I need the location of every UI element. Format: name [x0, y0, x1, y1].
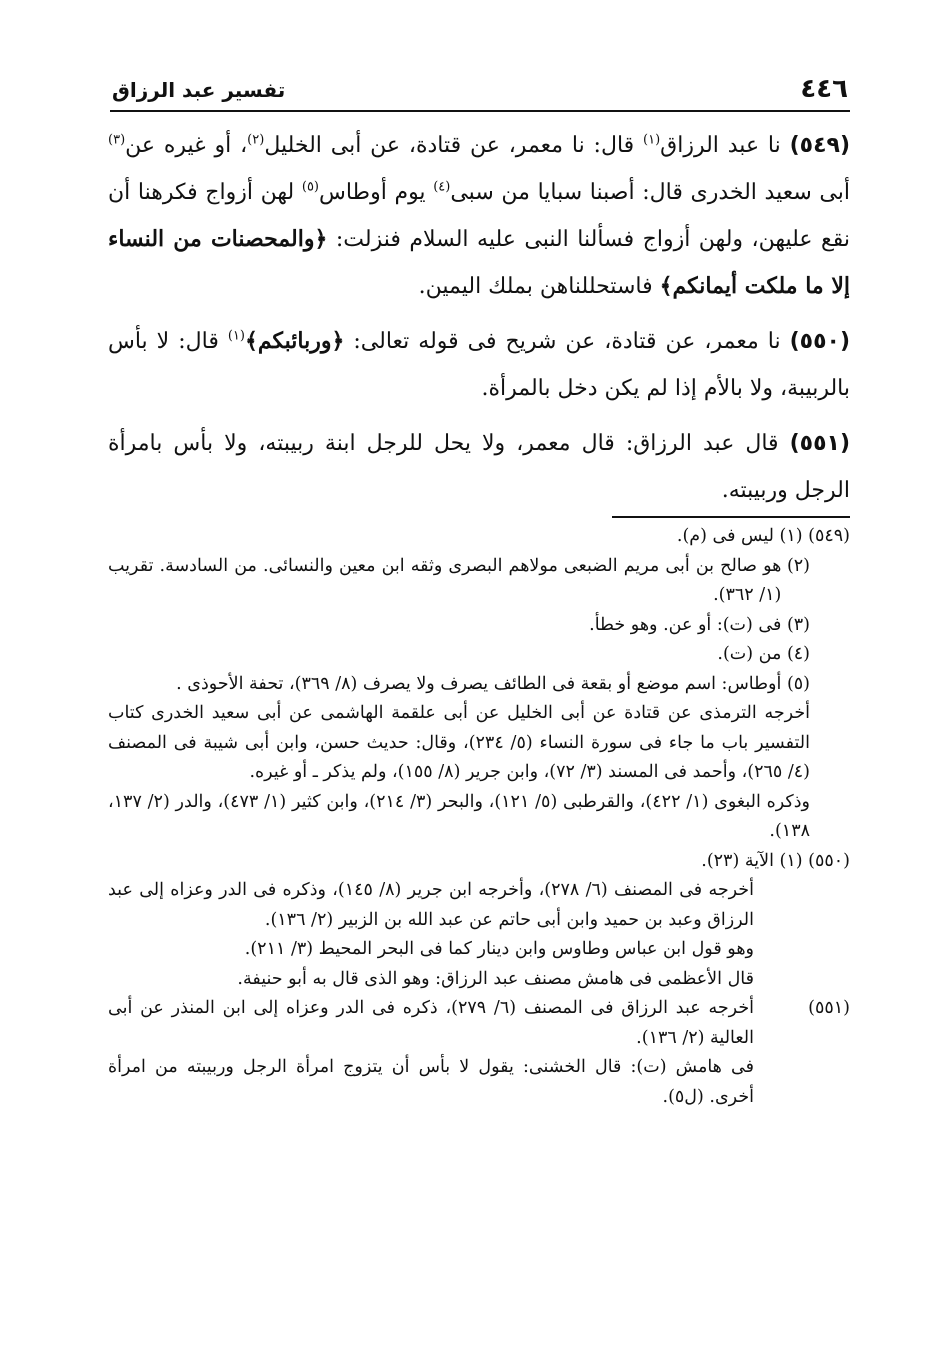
text-run: نا معمر، عن قتادة، عن شريح فى قوله تعالى: [344, 329, 790, 354]
text-run: يوم أوطاس [319, 180, 434, 205]
footnote-549-1 [108, 522, 850, 552]
footnote-marker: (٢) [247, 132, 265, 148]
paragraph-550 [108, 318, 850, 412]
footnote-group-label: (٥٥٠) [802, 850, 850, 871]
hadith-number: (٥٥١) [789, 431, 850, 456]
paragraph-551 [108, 420, 850, 514]
footnote-549-5 [108, 670, 850, 700]
footnote-text: أوطاس: اسم موضع أو بقعة فى الطائف يصرف ولا يصرف (٨/ ٣٦٩)، تحفة الأحوذى . [176, 673, 782, 694]
hadith-number: (٥٤٩) [789, 133, 850, 158]
takhrij-549-a: أخرجه الترمذى عن قتادة عن أبى الخليل عن أبى علقمة الهاشمى عن أبى سعيد الخدرى كتاب التفسير باب ما جاء فى سورة النساء (٥/ ٢٣٤)، وقال: حديث حسن، وابن أبى شيبة فى المصنف (٤/ ٢٦٥)، وأحمد فى المسند (٣/ ٧٢)، وابن جرير (٨/ ١٥٥)، ولم يذكر ـ أو غيره. [108, 703, 810, 782]
text-run: قال: لا بأس بالربيبة، ولا بالأم إذا لم يكن دخل بالمرأة. [108, 329, 850, 401]
footnote-550-1 [108, 847, 850, 877]
takhrij-549-b: وذكره البغوى (١/ ٤٢٢)، والقرطبى (٥/ ١٢١)، والبحر (٣/ ٢١٤)، وابن كثير (١/ ٤٧٣)، والدر (٢/ ١٣٧، ١٣٨). [108, 791, 811, 841]
footnote-marker: (٤) [433, 179, 451, 195]
text-run: نا عبد الرزاق [660, 133, 790, 158]
footnote-text: (١) ليس فى (م). [676, 526, 803, 546]
main-text [108, 122, 850, 522]
footnote-label: (٤) [781, 644, 810, 664]
footnote-label: (٥) [781, 673, 810, 694]
paragraph-549 [108, 122, 850, 310]
footnote-549-4 [108, 640, 850, 670]
footnote-group-label: (٥٤٩) [802, 526, 850, 546]
footnote-label: (٣) [781, 614, 810, 635]
footnote-marker: (٣) [108, 132, 126, 148]
footnotes [108, 522, 850, 1112]
text-run: لهن أزواج فكرهنا أن نقع عليهن، ولهن أزواج فسألنا النبى عليه السلام فنزلت: [108, 180, 850, 252]
footnote-label: (٢) [781, 555, 810, 576]
text-run: قال عبد الرزاق: قال معمر، ولا يحل للرجل ابنة ربيبته، ولا بأس بامرأة الرجل وربيبته. [108, 431, 850, 503]
text-run: فاستحللناهن بملك اليمين. [418, 274, 660, 299]
hadith-number: (٥٥٠) [789, 329, 850, 354]
text-run: أبى سعيد الخدرى قال: أصبنا سبايا من سبى [450, 180, 850, 205]
takhrij-550-c: قال الأعظمى فى هامش مصنف عبد الرزاق: وهو الذى قال به أبو حنيفة. [237, 968, 754, 989]
footnote-marker: (١) [643, 132, 661, 148]
footnote-marker: (٥) [301, 179, 319, 195]
footnote-text: فى (ت): أو عن. وهو خطأ. [589, 614, 782, 635]
footnote-551-1 [108, 994, 850, 1053]
quran-quote: ﴿وربائبكم﴾ [244, 328, 345, 354]
footnote-separator [612, 516, 850, 518]
takhrij-550-b: وهو قول ابن عباس وطاوس وابن دينار كما فى البحر المحيط (٣/ ٢١١). [244, 939, 754, 959]
running-title: تفسير عبد الرزاق [112, 78, 286, 102]
text-run: ، أو غيره عن [125, 133, 248, 158]
footnote-text: من (ت). [717, 644, 782, 664]
page-number: ٤٤٦ [800, 74, 848, 104]
page-header [110, 62, 850, 112]
footnote-549-2 [108, 552, 850, 611]
quran-quote: ﴿والمحصنات من النساء إلا ما ملكت أيمانكم﴾ [108, 226, 850, 299]
footnote-text: أخرجه عبد الرزاق فى المصنف (٦/ ٢٧٩)، ذكره فى الدر وعزاه إلى ابن المنذر عن أبى العالية (٢/ ١٣٦). [108, 998, 754, 1048]
text-run: قال: نا معمر، عن قتادة، عن أبى الخليل [264, 133, 644, 158]
footnote-text: (١) الآية (٢٣). [701, 850, 803, 871]
takhrij-550-a: أخرجه فى المصنف (٦/ ٢٧٨)، وأخرجه ابن جرير (٨/ ١٤٥)، وذكره فى الدر وعزاه إلى عبد الرزاق وعبد بن حميد وابن أبى حاتم عن عبد الله بن الزبير (٢/ ١٣٦). [108, 880, 754, 930]
footnote-text: هو صالح بن أبى مريم الضبعى مولاهم البصرى وثقه ابن معين والنسائى. من السادسة. تقريب (١/ ٣٦٢). [108, 555, 782, 605]
footnote-group-label: (٥٥١) [802, 998, 850, 1018]
takhrij-551-a: فى هامش (ت): قال الخشنى: يقول لا بأس أن يتزوج امرأة الرجل وربيبته من امرأة أخرى. (ل٥). [108, 1057, 754, 1107]
footnote-marker: (١) [227, 328, 245, 344]
footnote-549-3 [108, 611, 850, 641]
